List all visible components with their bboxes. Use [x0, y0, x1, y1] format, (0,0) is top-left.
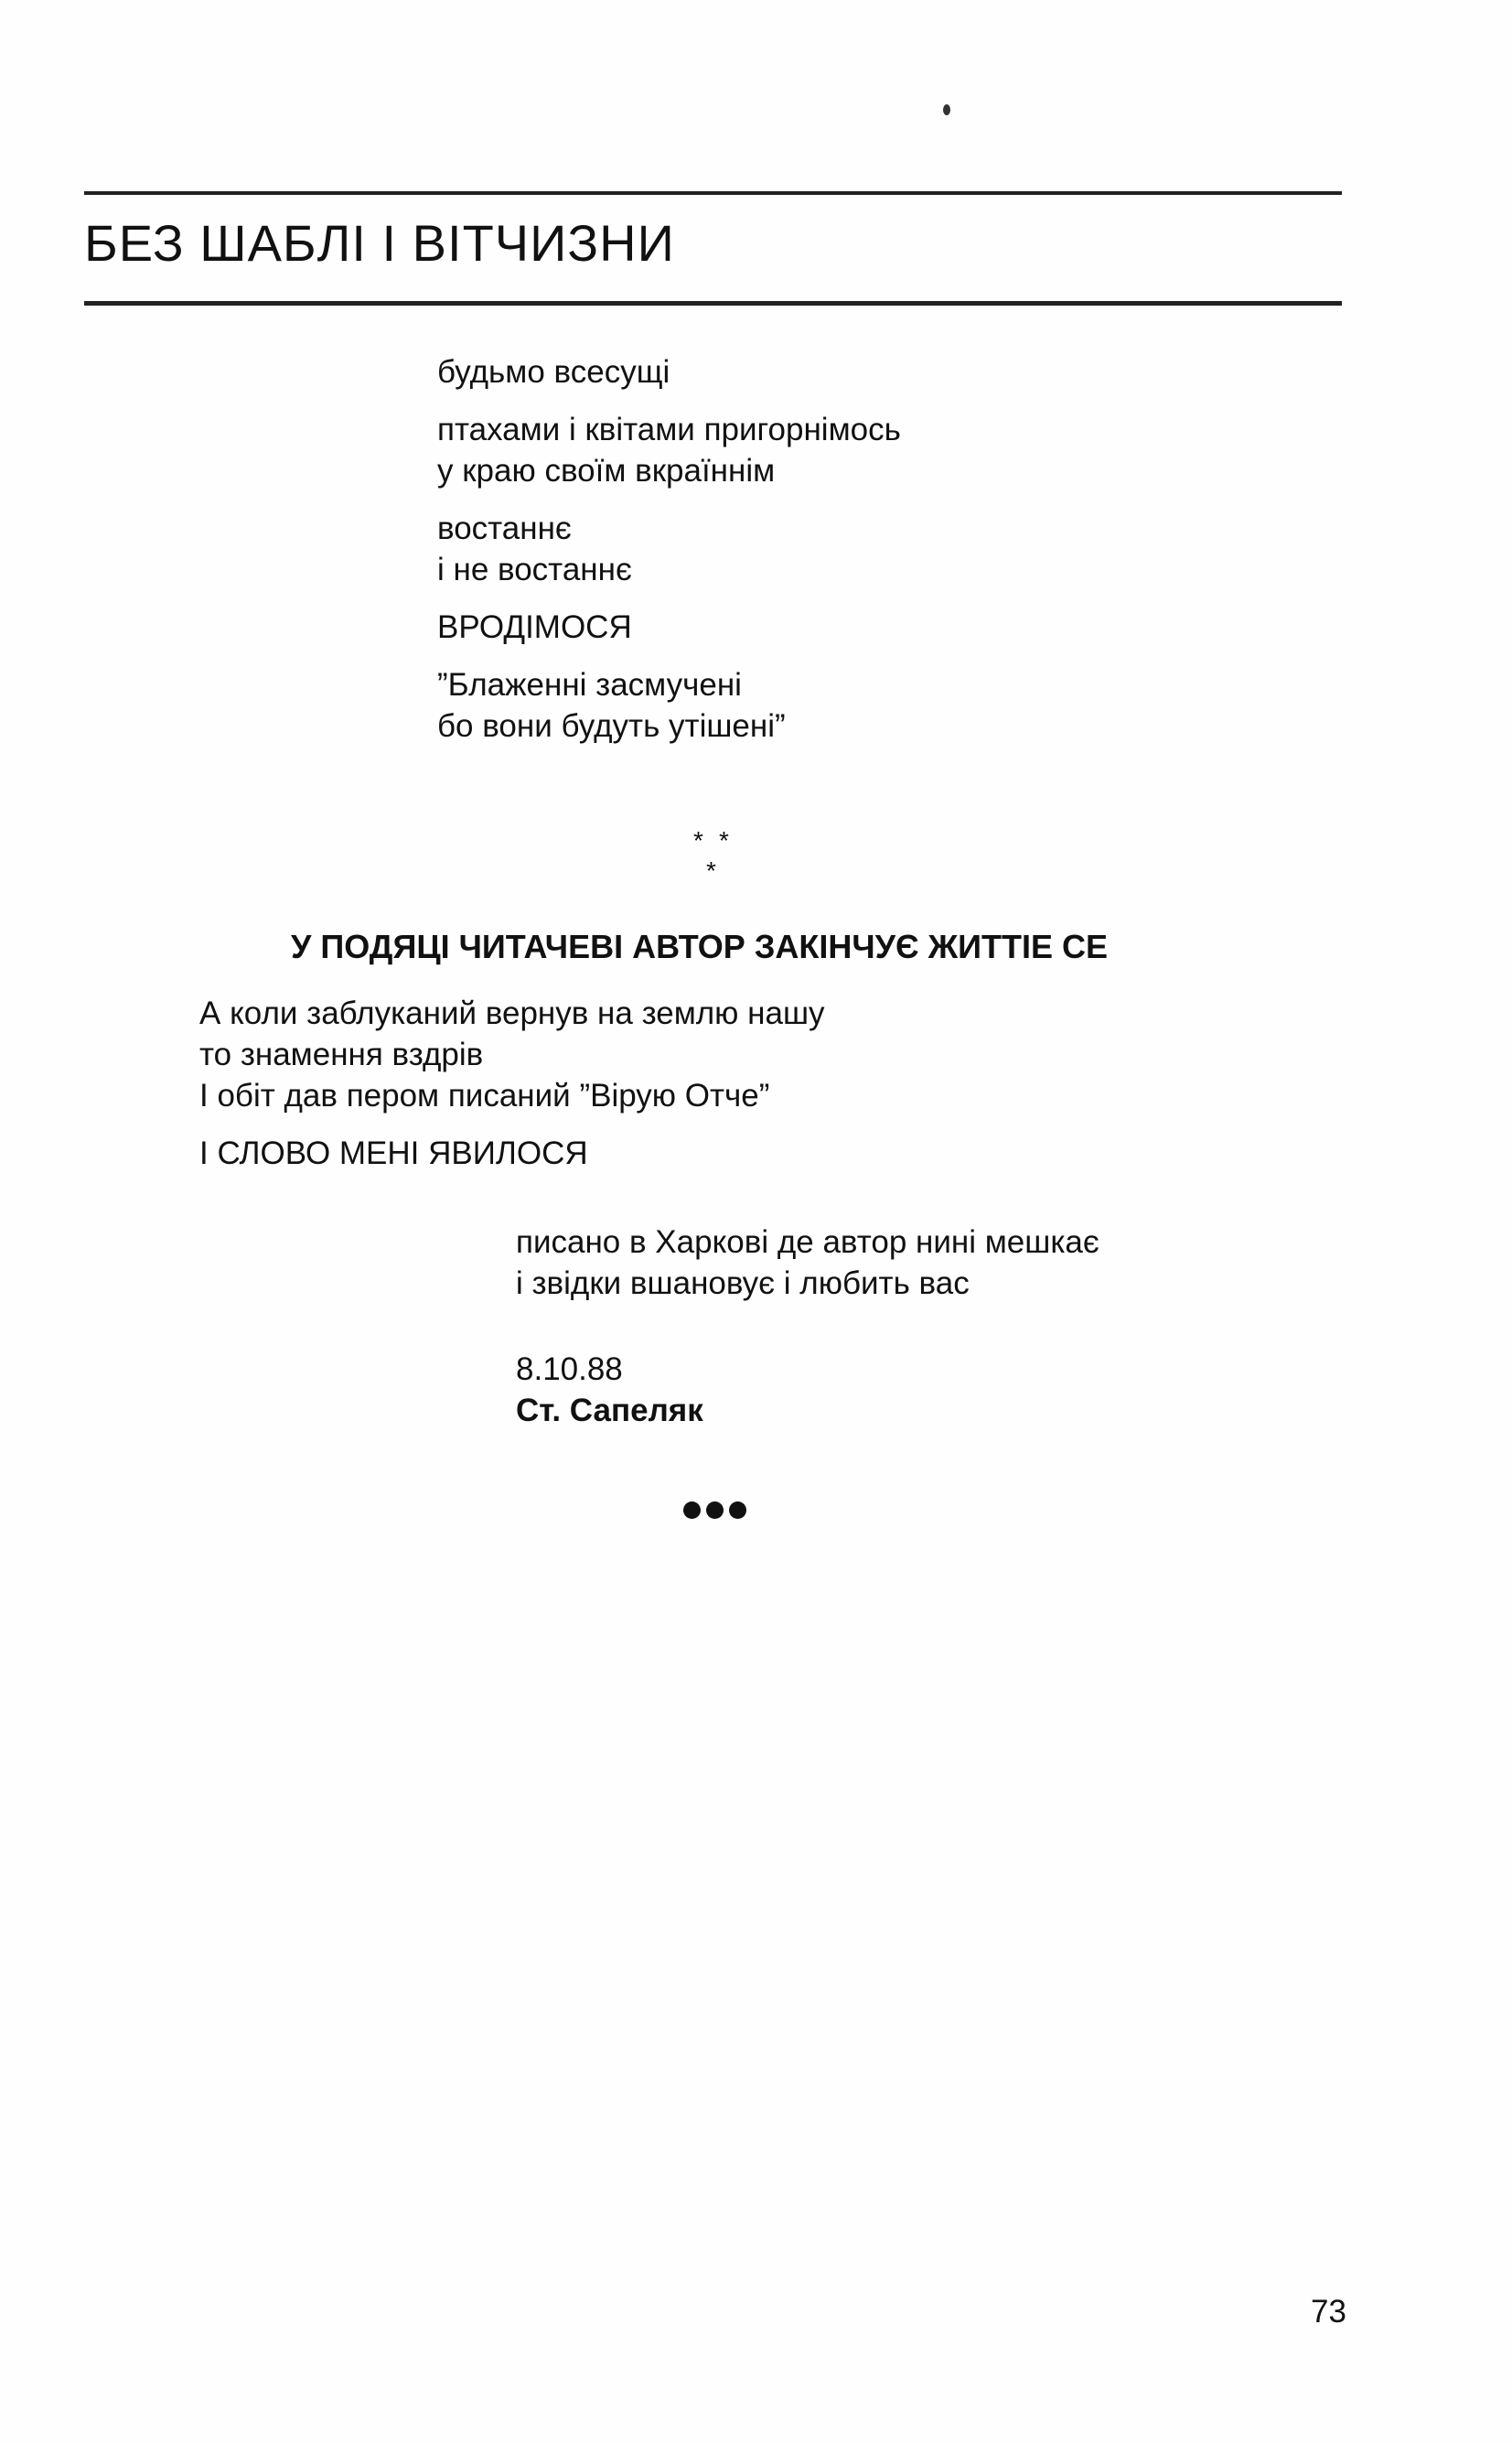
verse-line: А коли заблуканий вернув на землю нашу: [199, 995, 825, 1031]
verse-line: і не востаннє: [437, 552, 632, 587]
verse-line: ”Блаженні засмучені: [437, 667, 742, 703]
blessing-stanzas: [437, 351, 901, 747]
page-number: 73: [1311, 2294, 1346, 2330]
date: 8.10.88: [516, 1351, 623, 1387]
verse-line: птахами і квітами пригорнімось: [437, 412, 901, 447]
verse-line: востаннє: [437, 511, 572, 546]
asterisk: *: [706, 856, 716, 885]
ink-speck: [943, 104, 950, 115]
dot: [683, 1501, 701, 1519]
verse-line: будьмо всесущі: [437, 354, 670, 390]
verse-line: то знамення вздрів: [199, 1037, 484, 1072]
verse-line: ВРОДІМОСЯ: [437, 609, 632, 645]
asterism-divider: [693, 828, 739, 892]
section-heading: У ПОДЯЦІ ЧИТАЧЕВІ АВТОР ЗАКІНЧУЄ ЖИТТІЕ СЕ: [291, 928, 1109, 965]
epilogue-verse: [199, 993, 825, 1174]
bottom-rule: [84, 301, 1342, 306]
verse-line: І обіт дав пером писаний ”Вірую Отче”: [199, 1078, 770, 1114]
three-dot-ornament-icon: [683, 1501, 746, 1519]
asterisk: *: [719, 826, 729, 855]
page-title: БЕЗ ШАБЛІ І ВІТЧИЗНИ: [84, 214, 675, 272]
colophon-line: писано в Харкові де автор нині мешкає: [516, 1224, 1099, 1260]
asterisk: *: [693, 826, 703, 855]
signature-block: [516, 1349, 703, 1431]
dot: [706, 1501, 724, 1519]
verse-line: бо вони будуть утішені”: [437, 708, 786, 744]
colophon-line: і звідки вшановує і любить вас: [516, 1265, 970, 1301]
top-rule: [84, 191, 1342, 195]
verse-line: у краю своїм вкраїннім: [437, 453, 776, 489]
verse-line: І СЛОВО МЕНІ ЯВИЛОСЯ: [199, 1135, 588, 1171]
author-name: Ст. Сапеляк: [516, 1393, 703, 1428]
colophon: [516, 1222, 1099, 1304]
dot: [729, 1501, 746, 1519]
